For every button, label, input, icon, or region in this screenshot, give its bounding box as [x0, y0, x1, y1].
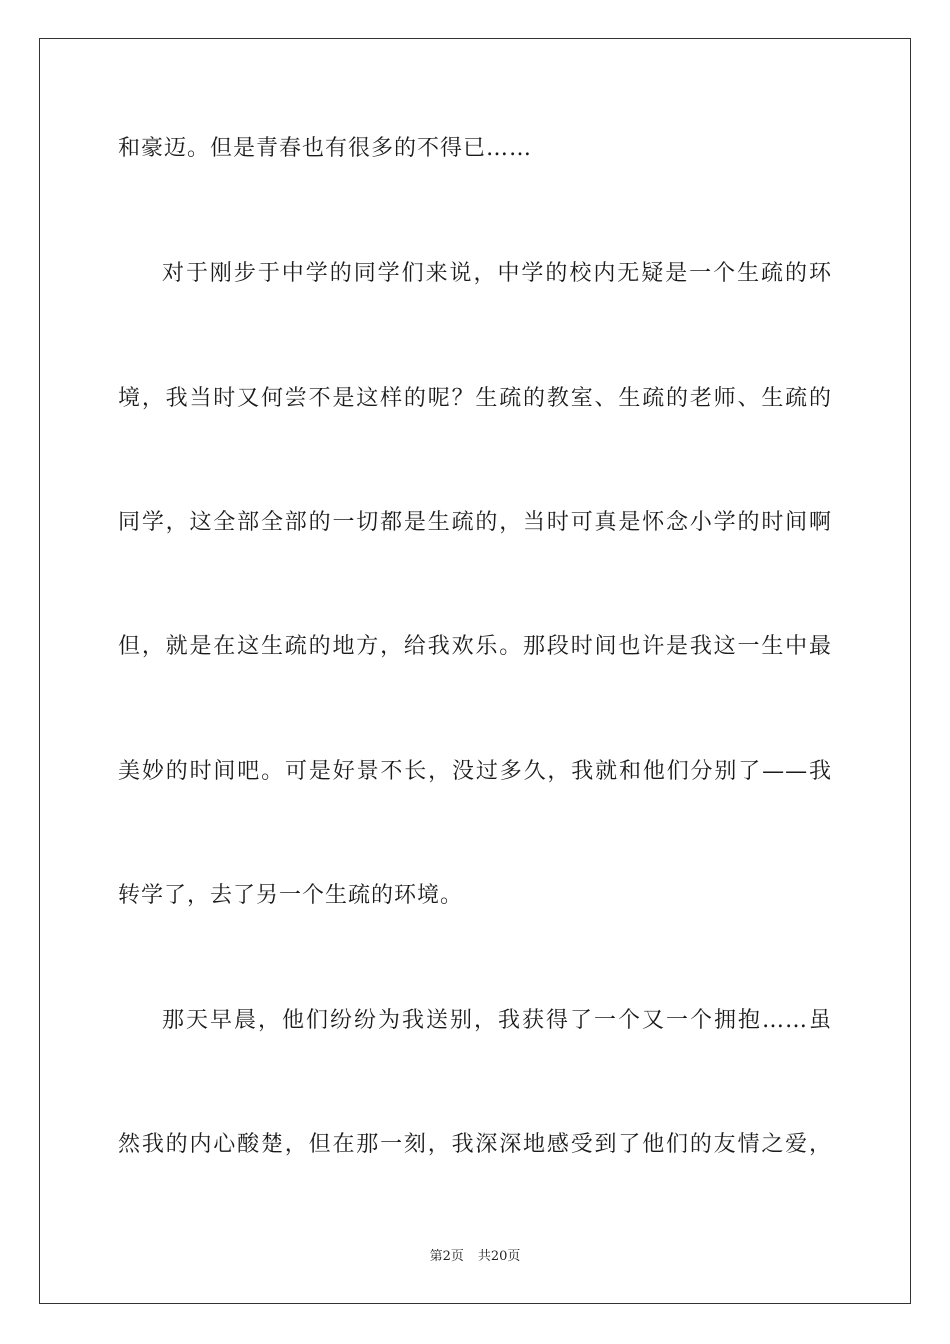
page-footer	[0, 1248, 950, 1266]
text-line: 同学，这全部全部的一切都是生疏的，当时可真是怀念小学的时间啊	[118, 510, 832, 535]
text-line: 那天早晨，他们纷纷为我送别，我获得了一个又一个拥抱……虽	[162, 1008, 832, 1033]
text-line: 和豪迈。但是青春也有很多的不得已……	[118, 136, 533, 161]
page-total: 共20页	[477, 1249, 521, 1264]
text-line: 转学了，去了另一个生疏的环境。	[118, 883, 464, 908]
text-line: 但，就是在这生疏的地方，给我欢乐。那段时间也许是我这一生中最	[118, 634, 832, 659]
text-line: 美妙的时间吧。可是好景不长，没过多久，我就和他们分别了——我	[118, 759, 832, 784]
text-line: 然我的内心酸楚，但在那一刻，我深深地感受到了他们的友情之爱，	[118, 1132, 832, 1157]
text-line: 对于刚步于中学的同学们来说，中学的校内无疑是一个生疏的环	[162, 261, 832, 286]
page-number: 第2页	[429, 1249, 464, 1264]
text-line: 境，我当时又何尝不是这样的呢？生疏的教室、生疏的老师、生疏的	[118, 386, 832, 411]
page-border	[39, 38, 911, 1304]
